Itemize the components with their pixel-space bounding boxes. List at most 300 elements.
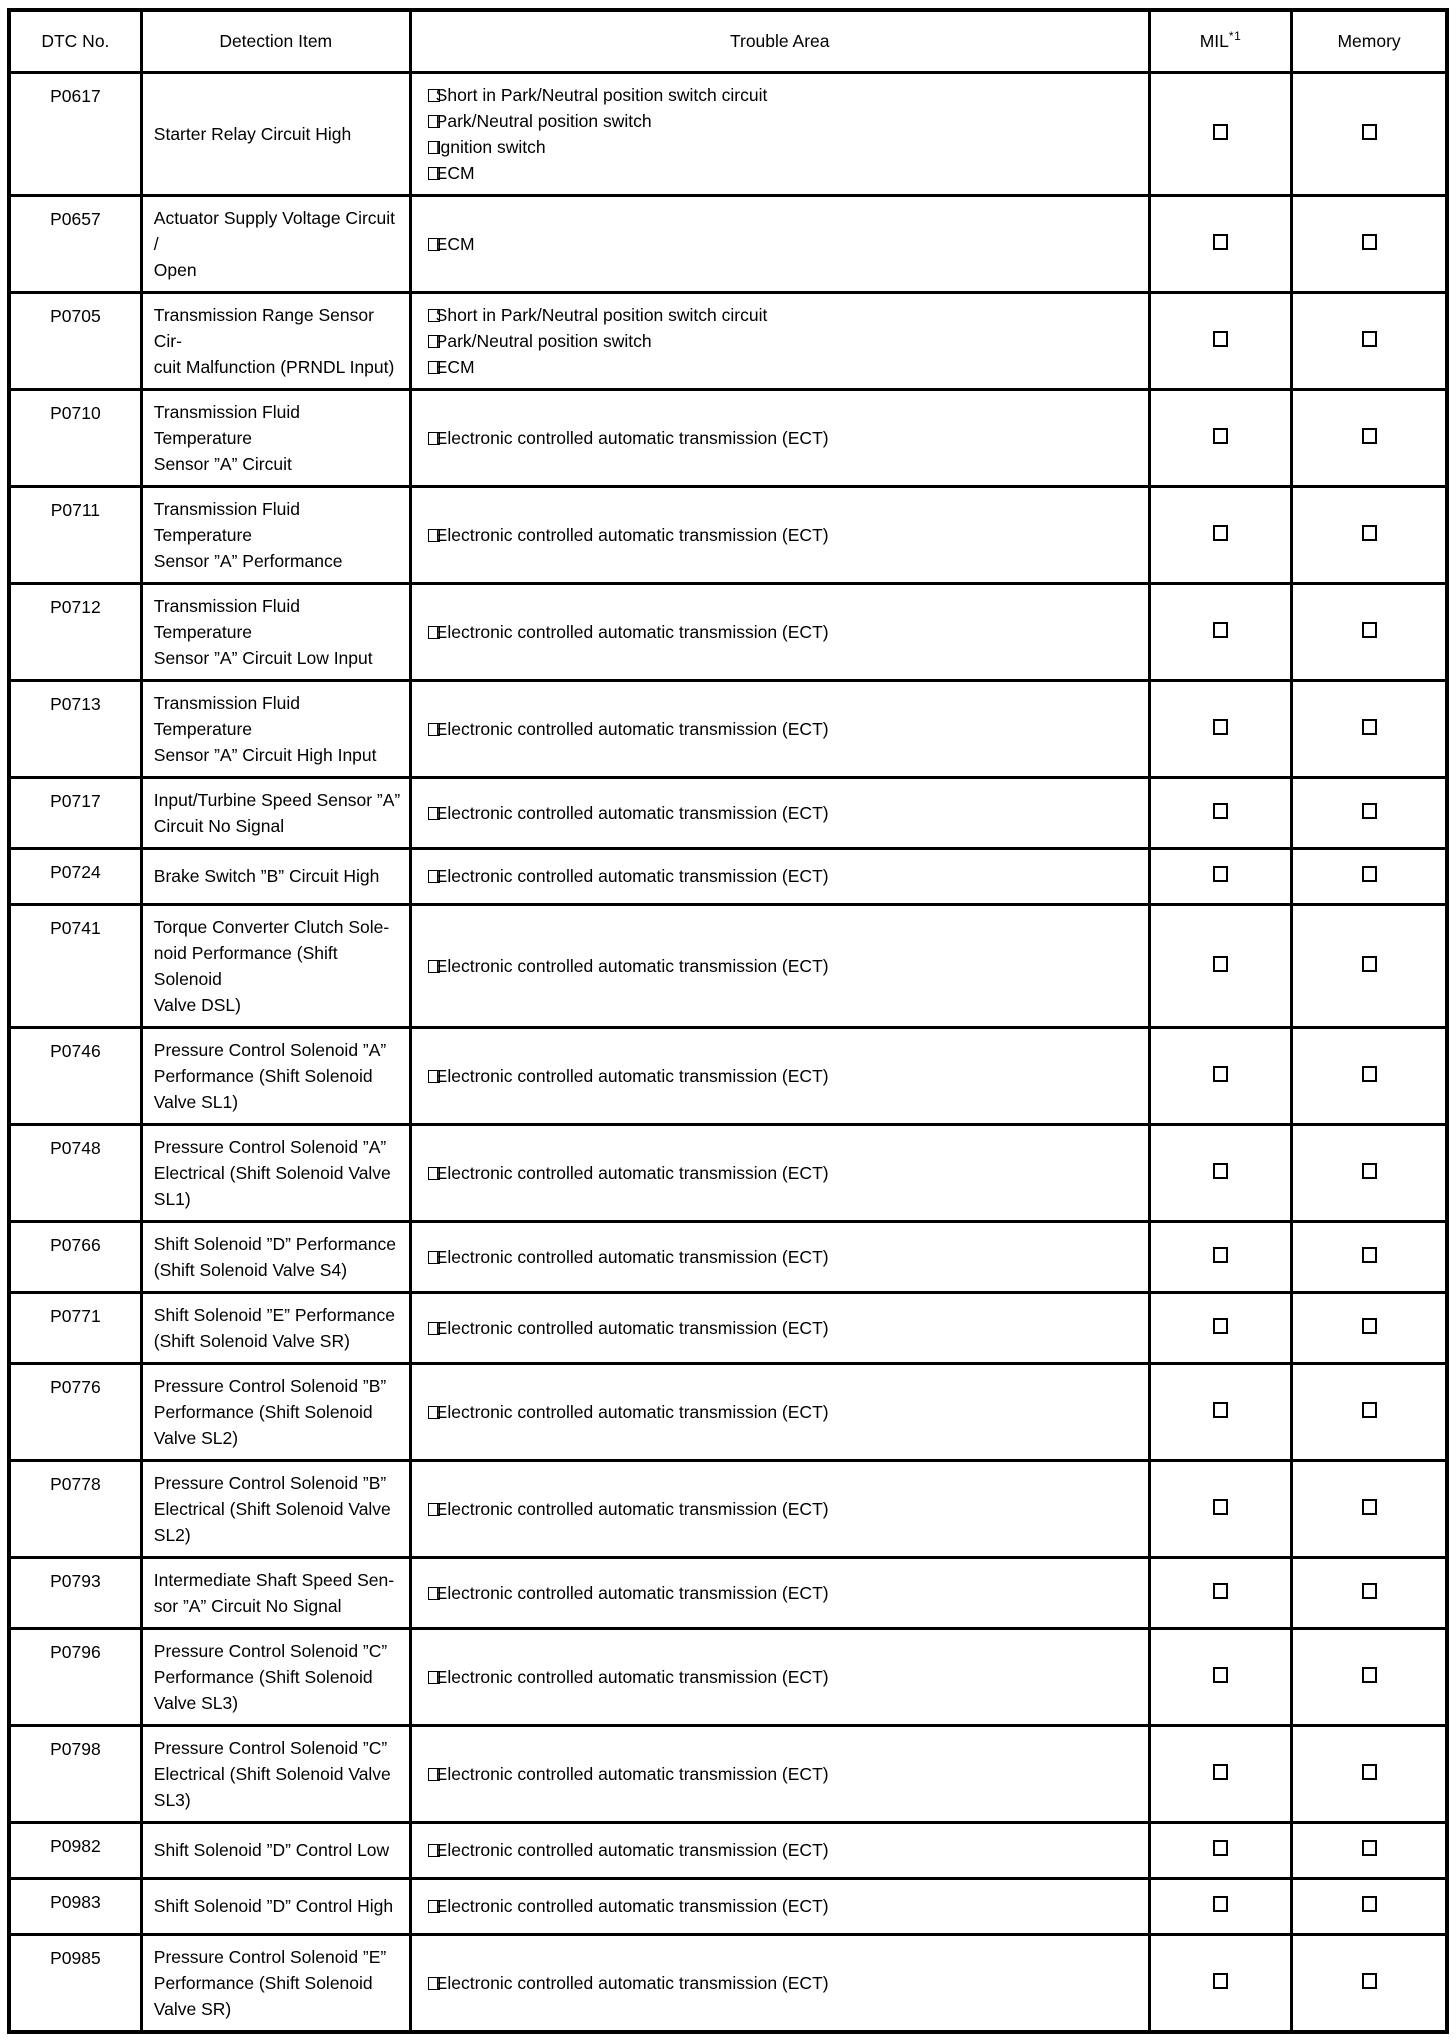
memory-cell bbox=[1292, 583, 1447, 680]
dtc-no-value: P0741 bbox=[50, 917, 101, 938]
detection-item-cell bbox=[141, 1725, 410, 1822]
mil-checkbox-icon bbox=[1213, 1402, 1228, 1418]
dtc-no-cell bbox=[9, 848, 141, 904]
trouble-area-item bbox=[428, 82, 1140, 108]
detection-item-cell bbox=[141, 195, 410, 292]
mil-cell bbox=[1149, 904, 1291, 1027]
mil-cell bbox=[1149, 583, 1291, 680]
header-mil-footnote: *1 bbox=[1228, 29, 1242, 44]
trouble-area-text: Electronic controlled automatic transmission (ECT) bbox=[435, 1162, 829, 1183]
header-memory bbox=[1292, 10, 1447, 72]
detection-item-text: Shift Solenoid ”D” Performance bbox=[153, 1233, 396, 1254]
trouble-bullet-square-icon bbox=[428, 1406, 440, 1419]
dtc-no-cell bbox=[9, 1460, 141, 1557]
trouble-area-text: Electronic controlled automatic transmission (ECT) bbox=[435, 427, 829, 448]
mil-checkbox-icon bbox=[1213, 1499, 1228, 1515]
trouble-area-text: Electronic controlled automatic transmission (ECT) bbox=[435, 1065, 829, 1086]
mil-checkbox-icon bbox=[1213, 1066, 1228, 1082]
trouble-area-text: Electronic controlled automatic transmission (ECT) bbox=[435, 524, 829, 545]
trouble-bullet-square-icon bbox=[428, 1844, 440, 1857]
memory-cell bbox=[1292, 292, 1447, 389]
dtc-no-cell bbox=[9, 292, 141, 389]
trouble-bullet-square-icon bbox=[428, 335, 440, 348]
mil-cell bbox=[1149, 1460, 1291, 1557]
detection-item-text: Intermediate Shaft Speed Sen- bbox=[153, 1569, 395, 1590]
dtc-no-value: P0778 bbox=[50, 1473, 101, 1494]
dtc-no-value: P0617 bbox=[50, 85, 101, 106]
dtc-no-value: P0657 bbox=[50, 208, 101, 229]
trouble-area-cell bbox=[410, 1460, 1149, 1557]
trouble-area-item bbox=[428, 522, 1140, 548]
dtc-no-value: P0712 bbox=[50, 596, 101, 617]
dtc-no-value: P0985 bbox=[50, 1947, 101, 1968]
trouble-area-text: Electronic controlled automatic transmission (ECT) bbox=[435, 1972, 829, 1993]
trouble-area-text: Electronic controlled automatic transmission (ECT) bbox=[435, 1840, 829, 1860]
memory-checkbox-icon bbox=[1362, 1583, 1377, 1599]
detection-item-text: Valve SR) bbox=[153, 1998, 232, 2019]
memory-checkbox-icon bbox=[1362, 1840, 1377, 1856]
trouble-bullet-square-icon bbox=[428, 1587, 440, 1600]
mil-cell bbox=[1149, 1878, 1291, 1934]
detection-item-cell bbox=[141, 848, 410, 904]
trouble-area-text: Electronic controlled automatic transmission (ECT) bbox=[435, 1401, 829, 1422]
mil-cell bbox=[1149, 72, 1291, 195]
dtc-no-cell bbox=[9, 1628, 141, 1725]
memory-checkbox-icon bbox=[1362, 1163, 1377, 1179]
memory-cell bbox=[1292, 1878, 1447, 1934]
dtc-table-header bbox=[9, 10, 1447, 72]
memory-checkbox-icon bbox=[1362, 1764, 1377, 1780]
trouble-area-cell bbox=[410, 486, 1149, 583]
detection-item-text: Circuit No Signal bbox=[153, 815, 285, 836]
mil-checkbox-icon bbox=[1213, 719, 1228, 735]
header-dtc-no-label: DTC No. bbox=[41, 31, 110, 52]
mil-cell bbox=[1149, 777, 1291, 848]
dtc-no-cell bbox=[9, 680, 141, 777]
trouble-area-item bbox=[428, 160, 1140, 186]
trouble-bullet-square-icon bbox=[428, 960, 440, 973]
table-row bbox=[9, 680, 1447, 777]
table-row bbox=[9, 1124, 1447, 1221]
detection-item-cell bbox=[141, 1221, 410, 1292]
trouble-area-item bbox=[428, 1580, 1140, 1606]
trouble-area-text: Electronic controlled automatic transmission (ECT) bbox=[435, 1582, 829, 1603]
trouble-area-text: Electronic controlled automatic transmission (ECT) bbox=[435, 621, 829, 642]
detection-item-cell bbox=[141, 904, 410, 1027]
dtc-no-cell bbox=[9, 486, 141, 583]
trouble-area-item bbox=[428, 1496, 1140, 1522]
detection-item-text: Torque Converter Clutch Sole- bbox=[153, 916, 390, 937]
mil-cell bbox=[1149, 1221, 1291, 1292]
detection-item-text: Performance (Shift Solenoid bbox=[153, 1666, 373, 1687]
detection-item-text: Valve SL1) bbox=[153, 1091, 239, 1112]
trouble-bullet-square-icon bbox=[428, 115, 440, 128]
memory-cell bbox=[1292, 1557, 1447, 1628]
mil-checkbox-icon bbox=[1213, 124, 1228, 140]
trouble-area-item bbox=[428, 1399, 1140, 1425]
mil-cell bbox=[1149, 1725, 1291, 1822]
dtc-no-cell bbox=[9, 583, 141, 680]
detection-item-text: Starter Relay Circuit High bbox=[153, 123, 352, 144]
table-row bbox=[9, 486, 1447, 583]
mil-checkbox-icon bbox=[1213, 1667, 1228, 1683]
dtc-no-cell bbox=[9, 1822, 141, 1878]
trouble-bullet-square-icon bbox=[428, 870, 440, 883]
table-row bbox=[9, 389, 1447, 486]
trouble-area-item bbox=[428, 800, 1140, 826]
dtc-no-cell bbox=[9, 1363, 141, 1460]
detection-item-text: Pressure Control Solenoid ”C” bbox=[153, 1640, 388, 1661]
mil-checkbox-icon bbox=[1213, 1973, 1228, 1989]
trouble-bullet-square-icon bbox=[428, 238, 440, 251]
mil-cell bbox=[1149, 848, 1291, 904]
header-trouble-area-label: Trouble Area bbox=[729, 31, 830, 52]
detection-item-text: Actuator Supply Voltage Circuit / bbox=[153, 207, 396, 254]
detection-item-text: SL1) bbox=[153, 1188, 191, 1209]
memory-checkbox-icon bbox=[1362, 331, 1377, 347]
mil-checkbox-icon bbox=[1213, 1896, 1228, 1912]
trouble-area-cell bbox=[410, 1725, 1149, 1822]
table-row bbox=[9, 848, 1447, 904]
detection-item-text: Input/Turbine Speed Sensor ”A” bbox=[153, 789, 401, 810]
memory-checkbox-icon bbox=[1362, 956, 1377, 972]
detection-item-text: Valve SL2) bbox=[153, 1427, 239, 1448]
detection-item-text: noid Performance (Shift Solenoid bbox=[153, 942, 338, 989]
detection-item-text: Transmission Fluid Temperature bbox=[153, 595, 300, 642]
detection-item-text: Sensor ”A” Circuit bbox=[153, 453, 292, 474]
mil-cell bbox=[1149, 1628, 1291, 1725]
table-row bbox=[9, 1557, 1447, 1628]
memory-cell bbox=[1292, 389, 1447, 486]
dtc-no-cell bbox=[9, 1292, 141, 1363]
memory-checkbox-icon bbox=[1362, 525, 1377, 541]
memory-cell bbox=[1292, 1292, 1447, 1363]
dtc-no-value: P0798 bbox=[50, 1738, 101, 1759]
mil-checkbox-icon bbox=[1213, 803, 1228, 819]
memory-cell bbox=[1292, 1027, 1447, 1124]
memory-checkbox-icon bbox=[1362, 428, 1377, 444]
trouble-area-cell bbox=[410, 389, 1149, 486]
detection-item-text: Pressure Control Solenoid ”A” bbox=[153, 1136, 387, 1157]
mil-checkbox-icon bbox=[1213, 331, 1228, 347]
dtc-no-cell bbox=[9, 72, 141, 195]
table-row bbox=[9, 1221, 1447, 1292]
table-row bbox=[9, 1822, 1447, 1878]
table-row bbox=[9, 1363, 1447, 1460]
detection-item-cell bbox=[141, 389, 410, 486]
trouble-area-item bbox=[428, 231, 1140, 257]
detection-item-cell bbox=[141, 1822, 410, 1878]
detection-item-text: Valve DSL) bbox=[153, 994, 241, 1015]
memory-checkbox-icon bbox=[1362, 1247, 1377, 1263]
table-row bbox=[9, 1725, 1447, 1822]
detection-item-text: Transmission Fluid Temperature bbox=[153, 498, 300, 545]
trouble-bullet-square-icon bbox=[428, 167, 440, 180]
detection-item-text: SL2) bbox=[153, 1524, 191, 1545]
detection-item-text: Pressure Control Solenoid ”A” bbox=[153, 1039, 387, 1060]
table-row bbox=[9, 904, 1447, 1027]
memory-checkbox-icon bbox=[1362, 866, 1377, 882]
dtc-no-cell bbox=[9, 1027, 141, 1124]
detection-item-cell bbox=[141, 1878, 410, 1934]
trouble-area-text: ECM bbox=[435, 162, 475, 183]
dtc-no-cell bbox=[9, 1557, 141, 1628]
trouble-area-item bbox=[428, 1315, 1140, 1341]
detection-item-text: Sensor ”A” Circuit High Input bbox=[153, 744, 377, 765]
dtc-no-cell bbox=[9, 1934, 141, 2032]
trouble-area-item bbox=[428, 619, 1140, 645]
header-detection-item bbox=[141, 10, 410, 72]
table-row bbox=[9, 777, 1447, 848]
detection-item-cell bbox=[141, 1460, 410, 1557]
trouble-bullet-square-icon bbox=[428, 1322, 440, 1335]
table-row bbox=[9, 1292, 1447, 1363]
trouble-bullet-square-icon bbox=[428, 1900, 440, 1913]
dtc-no-value: P0766 bbox=[50, 1234, 101, 1255]
trouble-bullet-square-icon bbox=[428, 723, 440, 736]
mil-cell bbox=[1149, 680, 1291, 777]
trouble-area-cell bbox=[410, 1124, 1149, 1221]
detection-item-cell bbox=[141, 72, 410, 195]
memory-checkbox-icon bbox=[1362, 1402, 1377, 1418]
mil-cell bbox=[1149, 1124, 1291, 1221]
detection-item-text: (Shift Solenoid Valve SR) bbox=[153, 1330, 350, 1351]
memory-cell bbox=[1292, 1725, 1447, 1822]
dtc-no-value: P0711 bbox=[50, 499, 101, 520]
trouble-area-text: Electronic controlled automatic transmission (ECT) bbox=[435, 1317, 829, 1338]
trouble-area-item bbox=[428, 1970, 1140, 1996]
detection-item-cell bbox=[141, 1557, 410, 1628]
dtc-no-value: P0983 bbox=[50, 1891, 101, 1912]
detection-item-cell bbox=[141, 1027, 410, 1124]
memory-cell bbox=[1292, 1124, 1447, 1221]
trouble-area-cell bbox=[410, 1822, 1149, 1878]
trouble-area-text: ECM bbox=[435, 356, 475, 377]
trouble-area-text: Ignition switch bbox=[435, 136, 546, 157]
memory-cell bbox=[1292, 1822, 1447, 1878]
detection-item-cell bbox=[141, 292, 410, 389]
mil-cell bbox=[1149, 486, 1291, 583]
trouble-area-item bbox=[428, 108, 1140, 134]
detection-item-text: Shift Solenoid ”D” Control Low bbox=[153, 1840, 390, 1860]
memory-checkbox-icon bbox=[1362, 1499, 1377, 1515]
memory-cell bbox=[1292, 1934, 1447, 2032]
table-row bbox=[9, 72, 1447, 195]
memory-cell bbox=[1292, 1221, 1447, 1292]
memory-cell bbox=[1292, 195, 1447, 292]
memory-checkbox-icon bbox=[1362, 1896, 1377, 1912]
dtc-no-cell bbox=[9, 195, 141, 292]
trouble-area-item bbox=[428, 1160, 1140, 1186]
detection-item-text: Sensor ”A” Circuit Low Input bbox=[153, 647, 373, 668]
table-row bbox=[9, 292, 1447, 389]
detection-item-cell bbox=[141, 583, 410, 680]
trouble-area-cell bbox=[410, 904, 1149, 1027]
detection-item-text: cuit Malfunction (PRNDL Input) bbox=[153, 356, 395, 377]
mil-cell bbox=[1149, 195, 1291, 292]
dtc-no-value: P0746 bbox=[50, 1040, 101, 1061]
detection-item-text: Pressure Control Solenoid ”B” bbox=[153, 1375, 387, 1396]
trouble-bullet-square-icon bbox=[428, 1167, 440, 1180]
trouble-area-cell bbox=[410, 1221, 1149, 1292]
detection-item-text: Performance (Shift Solenoid bbox=[153, 1972, 373, 1993]
detection-item-text: Transmission Fluid Temperature bbox=[153, 401, 300, 448]
trouble-area-text: Electronic controlled automatic transmission (ECT) bbox=[435, 1246, 829, 1267]
table-row bbox=[9, 195, 1447, 292]
trouble-area-text: Electronic controlled automatic transmission (ECT) bbox=[435, 1896, 829, 1916]
trouble-area-cell bbox=[410, 292, 1149, 389]
mil-cell bbox=[1149, 1557, 1291, 1628]
mil-checkbox-icon bbox=[1213, 1318, 1228, 1334]
memory-checkbox-icon bbox=[1362, 803, 1377, 819]
trouble-bullet-square-icon bbox=[428, 529, 440, 542]
dtc-no-value: P0710 bbox=[50, 402, 101, 423]
table-row bbox=[9, 1460, 1447, 1557]
memory-checkbox-icon bbox=[1362, 234, 1377, 250]
memory-checkbox-icon bbox=[1362, 1066, 1377, 1082]
detection-item-cell bbox=[141, 1628, 410, 1725]
mil-checkbox-icon bbox=[1213, 428, 1228, 444]
trouble-area-item bbox=[428, 354, 1140, 380]
detection-item-cell bbox=[141, 486, 410, 583]
detection-item-cell bbox=[141, 1363, 410, 1460]
detection-item-text: Electrical (Shift Solenoid Valve bbox=[153, 1162, 391, 1183]
dtc-no-cell bbox=[9, 1725, 141, 1822]
dtc-no-value: P0793 bbox=[50, 1570, 101, 1591]
memory-checkbox-icon bbox=[1362, 1973, 1377, 1989]
detection-item-text: Pressure Control Solenoid ”C” bbox=[153, 1737, 388, 1758]
mil-checkbox-icon bbox=[1213, 1247, 1228, 1263]
detection-item-text: Sensor ”A” Performance bbox=[153, 550, 343, 571]
detection-item-text: Open bbox=[153, 259, 197, 280]
detection-item-text: Electrical (Shift Solenoid Valve bbox=[153, 1498, 391, 1519]
trouble-area-text: Electronic controlled automatic transmission (ECT) bbox=[435, 1763, 829, 1784]
trouble-area-cell bbox=[410, 1363, 1149, 1460]
dtc-no-cell bbox=[9, 1221, 141, 1292]
mil-checkbox-icon bbox=[1213, 525, 1228, 541]
detection-item-text: Brake Switch ”B” Circuit High bbox=[153, 866, 380, 886]
trouble-area-item bbox=[428, 953, 1140, 979]
header-memory-label: Memory bbox=[1337, 31, 1401, 52]
trouble-area-text: Park/Neutral position switch bbox=[435, 110, 652, 131]
trouble-bullet-square-icon bbox=[428, 309, 440, 322]
detection-item-text: Performance (Shift Solenoid bbox=[153, 1065, 373, 1086]
detection-item-cell bbox=[141, 1292, 410, 1363]
mil-cell bbox=[1149, 1822, 1291, 1878]
table-row bbox=[9, 1027, 1447, 1124]
dtc-no-cell bbox=[9, 1878, 141, 1934]
dtc-no-value: P0713 bbox=[50, 693, 101, 714]
memory-cell bbox=[1292, 904, 1447, 1027]
dtc-no-value: P0776 bbox=[50, 1376, 101, 1397]
trouble-area-text: Electronic controlled automatic transmission (ECT) bbox=[435, 718, 829, 739]
trouble-bullet-square-icon bbox=[428, 361, 440, 374]
trouble-area-text: Electronic controlled automatic transmission (ECT) bbox=[435, 1666, 829, 1687]
trouble-area-text: Short in Park/Neutral position switch circuit bbox=[435, 304, 768, 325]
header-mil bbox=[1149, 10, 1291, 72]
trouble-bullet-square-icon bbox=[428, 1977, 440, 1990]
trouble-area-cell bbox=[410, 1292, 1149, 1363]
dtc-no-cell bbox=[9, 904, 141, 1027]
trouble-area-item bbox=[428, 1761, 1140, 1787]
dtc-table-body bbox=[9, 72, 1447, 2032]
header-mil-label: MIL bbox=[1199, 31, 1229, 52]
trouble-bullet-square-icon bbox=[428, 1503, 440, 1516]
trouble-bullet-square-icon bbox=[428, 1768, 440, 1781]
trouble-bullet-square-icon bbox=[428, 141, 440, 154]
trouble-area-item bbox=[428, 1893, 1140, 1919]
mil-checkbox-icon bbox=[1213, 1840, 1228, 1856]
table-row bbox=[9, 1934, 1447, 2032]
trouble-area-text: Electronic controlled automatic transmission (ECT) bbox=[435, 955, 829, 976]
trouble-area-text: Electronic controlled automatic transmission (ECT) bbox=[435, 802, 829, 823]
trouble-bullet-square-icon bbox=[428, 432, 440, 445]
header-row bbox=[9, 10, 1447, 72]
mil-checkbox-icon bbox=[1213, 234, 1228, 250]
trouble-area-item bbox=[428, 716, 1140, 742]
detection-item-text: sor ”A” Circuit No Signal bbox=[153, 1595, 342, 1616]
memory-cell bbox=[1292, 848, 1447, 904]
memory-checkbox-icon bbox=[1362, 1667, 1377, 1683]
table-row bbox=[9, 583, 1447, 680]
dtc-no-cell bbox=[9, 777, 141, 848]
trouble-area-item bbox=[428, 134, 1140, 160]
memory-checkbox-icon bbox=[1362, 124, 1377, 140]
trouble-area-item bbox=[428, 302, 1140, 328]
trouble-area-text: Electronic controlled automatic transmission (ECT) bbox=[435, 866, 829, 886]
detection-item-text: Performance (Shift Solenoid bbox=[153, 1401, 373, 1422]
memory-checkbox-icon bbox=[1362, 622, 1377, 638]
detection-item-cell bbox=[141, 680, 410, 777]
trouble-area-text: Short in Park/Neutral position switch circuit bbox=[435, 84, 768, 105]
mil-checkbox-icon bbox=[1213, 1764, 1228, 1780]
detection-item-text: Shift Solenoid ”D” Control High bbox=[153, 1896, 394, 1916]
trouble-area-cell bbox=[410, 680, 1149, 777]
detection-item-cell bbox=[141, 1124, 410, 1221]
trouble-bullet-square-icon bbox=[428, 1671, 440, 1684]
trouble-area-item bbox=[428, 1664, 1140, 1690]
trouble-bullet-square-icon bbox=[428, 89, 440, 102]
detection-item-text: Valve SL3) bbox=[153, 1692, 239, 1713]
dtc-no-value: P0796 bbox=[50, 1641, 101, 1662]
trouble-area-cell bbox=[410, 1027, 1149, 1124]
trouble-area-cell bbox=[410, 1878, 1149, 1934]
header-dtc-no bbox=[9, 10, 141, 72]
table-row bbox=[9, 1628, 1447, 1725]
mil-checkbox-icon bbox=[1213, 622, 1228, 638]
detection-item-text: Transmission Fluid Temperature bbox=[153, 692, 300, 739]
trouble-bullet-square-icon bbox=[428, 1070, 440, 1083]
memory-cell bbox=[1292, 1460, 1447, 1557]
trouble-area-item bbox=[428, 328, 1140, 354]
detection-item-text: Transmission Range Sensor Cir- bbox=[153, 304, 374, 351]
detection-item-text: Pressure Control Solenoid ”E” bbox=[153, 1946, 387, 1967]
detection-item-cell bbox=[141, 1934, 410, 2032]
table-row bbox=[9, 1878, 1447, 1934]
memory-checkbox-icon bbox=[1362, 1318, 1377, 1334]
memory-cell bbox=[1292, 1628, 1447, 1725]
dtc-no-value: P0724 bbox=[50, 861, 101, 882]
memory-cell bbox=[1292, 486, 1447, 583]
dtc-table bbox=[7, 8, 1449, 2034]
trouble-area-text: Electronic controlled automatic transmission (ECT) bbox=[435, 1498, 829, 1519]
trouble-area-cell bbox=[410, 1934, 1149, 2032]
trouble-area-item bbox=[428, 863, 1140, 889]
detection-item-text: Pressure Control Solenoid ”B” bbox=[153, 1472, 387, 1493]
dtc-no-cell bbox=[9, 389, 141, 486]
trouble-area-cell bbox=[410, 777, 1149, 848]
mil-cell bbox=[1149, 389, 1291, 486]
